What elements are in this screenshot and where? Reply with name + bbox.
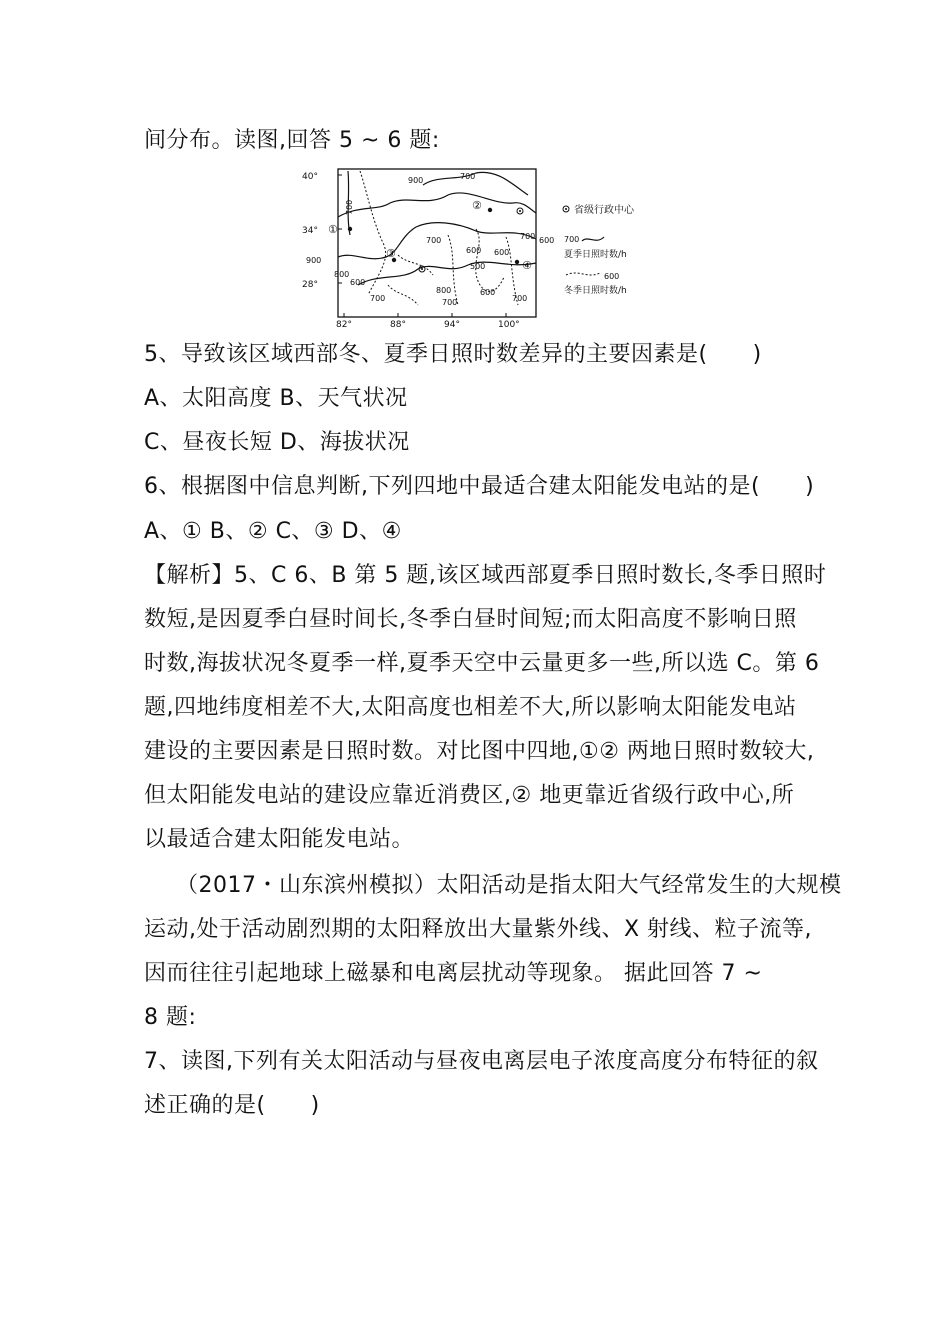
contour-label: 700 [426,236,442,245]
site-label-4: ④ [522,259,532,272]
contour-label: 600 [494,248,510,257]
site-dot [515,260,519,264]
summer-isolines [338,171,536,285]
contour-label: 600 [539,236,555,245]
site-dot [348,227,352,231]
contour-label: 500 [470,262,486,271]
legend-summer-label: 夏季日照时数/h [564,250,627,260]
contour-label: 600 [350,278,366,287]
legend-capital-label: 省级行政中心 [574,205,634,216]
sunshine-map [298,165,658,330]
site-label-1: ① [328,223,338,236]
q7-stem-line: 7、读图,下列有关太阳活动与昼夜电离层电子浓度高度分布特征的叙 [144,1049,819,1074]
q7-stem-line: 述正确的是( ) [144,1093,320,1118]
analysis-line: 但太阳能发电站的建设应靠近消费区,② 地更靠近省级行政中心,所 [144,783,795,808]
q5-options-line1: A、太阳高度 B、天气状况 [144,386,408,411]
contour-labels [306,172,554,307]
capital-icon-dot [421,268,423,270]
q6-stem: 6、根据图中信息判断,下列四地中最适合建太阳能发电站的是( ) [144,474,815,499]
legend-winter-label: 冬季日照时数/h [564,286,627,296]
passage-line: （2017・山东滨州模拟）太阳活动是指太阳大气经常发生的大规模 [176,873,842,898]
q6-options: A、① B、② C、③ D、④ [144,519,402,544]
contour-label: 700 [520,232,536,241]
contour-label: 700 [460,172,476,181]
contour-label: 900 [306,256,322,265]
analysis-line: 【解析】5、C 6、B 第 5 题,该区域西部夏季日照时数长,冬季日照时 [144,563,827,588]
analysis-line: 时数,海拔状况冬夏季一样,夏季天空中云量更多一些,所以选 C。第 6 [144,651,820,676]
contour-label: 700 [370,294,386,303]
lat-label-34: 34° [302,226,318,236]
passage-line: 运动,处于活动剧烈期的太阳释放出大量紫外线、X 射线、粒子流等, [144,917,813,942]
site-dot [488,208,492,212]
site-label-3: ③ [386,247,396,260]
lat-label-40: 40° [302,172,318,182]
lon-label-94: 94° [444,320,460,330]
passage-line: 8 题: [144,1005,197,1030]
contour-label: 900 [408,176,424,185]
contour-label: 800 [436,286,452,295]
analysis-line: 数短,是因夏季白昼时间长,冬季白昼时间短;而太阳高度不影响日照 [144,607,797,632]
legend-winter-line [566,273,600,275]
q5-stem: 5、导致该区域西部冬、夏季日照时数差异的主要因素是( ) [144,342,762,367]
map-legend [563,203,635,296]
analysis-line: 题,四地纬度相差不大,太阳高度也相差不大,所以影响太阳能发电站 [144,695,797,720]
legend-winter-value: 600 [604,272,620,281]
q5-options-line2: C、昼夜长短 D、海拔状况 [144,430,410,455]
legend-summer-value: 700 [564,235,580,244]
lat-label-28: 28° [302,280,318,290]
analysis-line: 以最适合建太阳能发电站。 [144,827,415,852]
contour-label: 600 [480,288,496,297]
lon-label-88: 88° [390,320,406,330]
legend-summer-line [582,237,604,241]
site-label-2: ② [472,199,482,212]
passage-line: 因而往往引起地球上磁暴和电离层扰动等现象。 据此回答 7 ~ [144,961,763,986]
capital-icon-dot [519,210,521,212]
lon-label-82: 82° [336,320,352,330]
contour-label: 800 [334,270,350,279]
contour-label: 700 [442,298,458,307]
legend-capital-icon-dot [565,208,567,210]
contour-label: 700 [345,199,354,215]
analysis-line: 建设的主要因素是日照时数。对比图中四地,①② 两地日照时数较大, [144,739,815,764]
lon-label-100: 100° [498,320,520,330]
contour-label: 600 [466,246,482,255]
intro-text: 间分布。读图,回答 5 ~ 6 题: [144,128,440,153]
contour-label: 700 [512,294,528,303]
